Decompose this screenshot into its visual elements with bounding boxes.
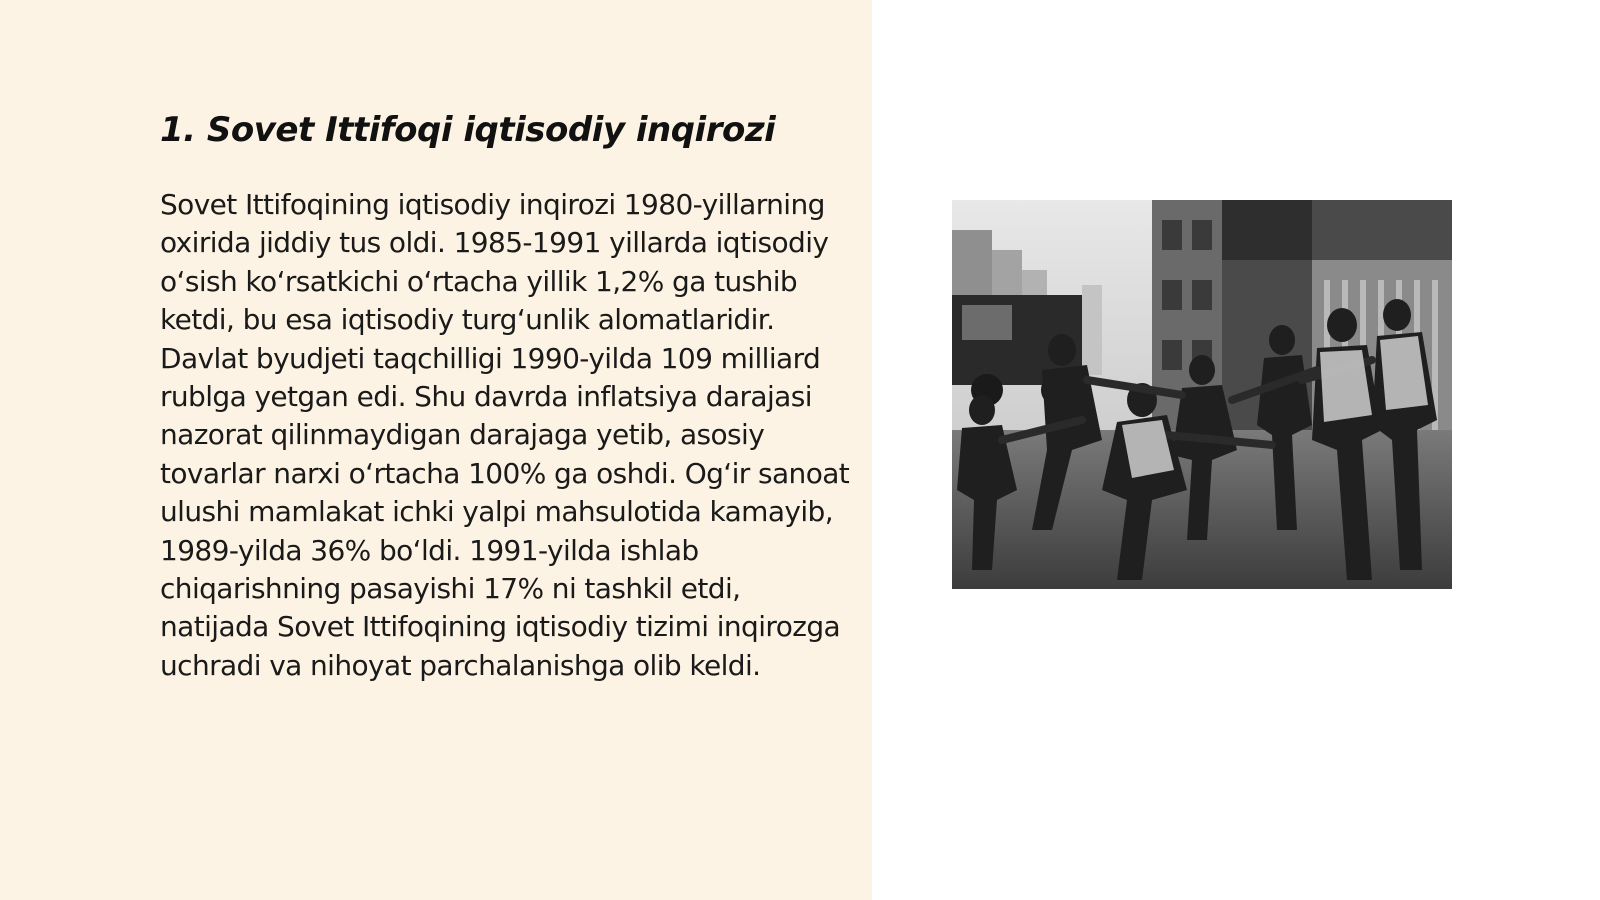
photo-illustration — [952, 200, 1452, 589]
slide-title: 1. Sovet Ittifoqi iqtisodiy inqirozi — [160, 110, 776, 150]
street-dance-photo — [952, 200, 1452, 589]
slide-body-text: Sovet Ittifoqining iqtisodiy inqirozi 1980-yillarning oxirida jiddiy tus oldi. 1985-1991 yillarda iqtisodiy o‘sish ko‘rsatkichi o‘rtacha yillik 1,2% ga tushib ketdi, bu esa iqtisodiy turg‘unlik alomatlaridir. Davlat byudjeti taqchilligi 1990-yilda 109 milliard rublga yetgan edi. Shu davrda inflatsiya darajasi nazorat qilinmaydigan darajaga yetib, asosiy tovarlar narxi o‘rtacha 100% ga oshdi. Og‘ir sanoat ulushi mamlakat ichki yalpi mahsulotida kamayib, 1989-yilda 36% bo‘ldi. 1991-yilda ishlab chiqarishning pasayishi 17% ni tashkil etdi, natijada Sovet Ittifoqining iqtisodiy tizimi inqirozga uchradi va nihoyat parchalanishga olib keldi. — [160, 188, 850, 682]
